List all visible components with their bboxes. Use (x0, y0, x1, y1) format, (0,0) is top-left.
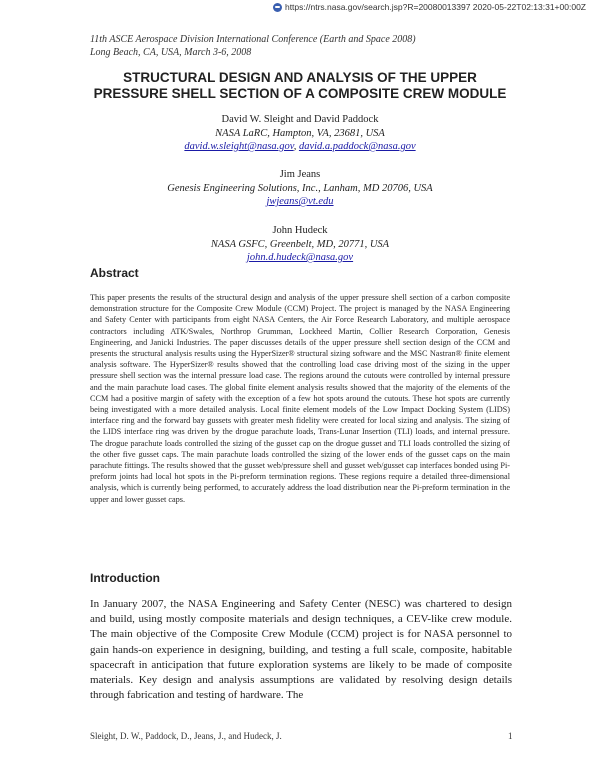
introduction-heading: Introduction (90, 571, 160, 585)
author-block-1: David W. Sleight and David Paddock NASA LaRC, Hampton, VA, 23681, USA david.w.sleight@nasa.gov, david.a.paddock@nasa.gov (60, 113, 540, 154)
conference-name: 11th ASCE Aerospace Division International Conference (Earth and Space 2008) (90, 34, 416, 45)
title-line-1: STRUCTURAL DESIGN AND ANALYSIS OF THE UPPER (123, 70, 477, 85)
page-number: 1 (508, 731, 513, 741)
author-block-2 (60, 168, 540, 209)
author-email-link[interactable]: john.d.hudeck@nasa.gov (246, 252, 354, 263)
repository-stamp (273, 2, 586, 12)
conference-header (90, 33, 416, 59)
title-line-2: PRESSURE SHELL SECTION OF A COMPOSITE CREW MODULE (93, 85, 507, 101)
abstract-heading: Abstract (90, 266, 139, 280)
repository-url[interactable]: https://ntrs.nasa.gov/search.jsp?R=20080013397 2020-05-22T02:13:31+00:00Z (284, 2, 586, 12)
author-email-link[interactable]: david.a.paddock@nasa.gov (298, 141, 416, 152)
footer-citation: Sleight, D. W., Paddock, D., Jeans, J., and Hudeck, J. (90, 731, 282, 741)
introduction-text: In January 2007, the NASA Engineering and Safety Center (NESC) was chartered to design and build, using mostly composite materials and design techniques, a CEV-like crew module. The main objective of the Composite Crew Module (CCM) project is for NASA personnel to gain hands-on experience in designing, building, and testing a full scale, composite, habitable spacecraft in anticipation that future exploration systems are likely to be made of composite materials. Key design and analysis assumptions are validated by resolving design details through fabrication and testing of hardware. The (90, 598, 512, 702)
ntrs-logo-icon (273, 3, 282, 12)
author-affiliation: NASA LaRC, Hampton, VA, 23681, USA (215, 127, 385, 139)
author-names: Jim Jeans (279, 169, 321, 180)
author-names: David W. Sleight and David Paddock (221, 114, 379, 125)
conference-location: Long Beach, CA, USA, March 3-6, 2008 (90, 47, 252, 58)
paper-title (60, 70, 540, 101)
abstract-text: This paper presents the results of the structural design and analysis of the upper pressure shell section of a carbon composite demonstration structure for the Composite Crew Module (CCM) Project. The project is managed by the NASA Engineering and Safety Center with participants from eight NASA Centers, the Air Force Research Laboratory, and multiple aerospace contractors including ATK/Swales, Northrop Grumman, Lockheed Martin, Collier Research Corporation, Genesis Engineering, and Janicki Industries. The paper discusses details of the upper pressure shell section design of the CCM and presents the structural analysis results using the HyperSizer® structural sizing software and the MSC Nastran® finite element analysis software. The HyperSizer® results showed that the controlling load case driving most of the sizing in the upper pressure shell section was the internal pressure load case. The regions around the cutouts were controlled by internal pressure and the main parachute load cases. The global finite element analysis results showed that the majority of the elements of the CCM had a positive margin of safety with the exception of a few hot spots around the cutouts. These hot spots are currently being investigated with a more detailed analysis. Local finite element models of the Low Impact Docking System (LIDS) interface ring and the forward bay gussets with greater mesh fidelity were created for local sizing and analysis. The sizing of the LIDS interface ring was driven by the drogue parachute loads, Trans-Lunar Insertion (TLI) loads, and internal pressure. The drogue parachute loads controlled the sizing of the gusset cap on the drogue gusset and TLI loads controlled the sizing of the other five gusset caps. The main parachute loads controlled the sizing of the lower ends of the gusset caps on the main parachute fittings. The results showed that the gusset web/pressure shell and gusset web/gusset cap interfaces bonded using Pi-preform joints had local hot spots in the Pi-preform termination regions. These regions require a detailed three-dimensional analysis, which is currently being performed, to accurately address the load distribution near the Pi-preform termination in the upper and lower gusset caps. (90, 293, 510, 504)
author-block-3 (60, 224, 540, 265)
author-email-link[interactable]: jwjeans@vt.edu (266, 196, 334, 207)
author-email-link[interactable]: david.w.sleight@nasa.gov (184, 141, 294, 152)
author-affiliation: NASA GSFC, Greenbelt, MD, 20771, USA (210, 238, 390, 250)
author-names: John Hudeck (272, 225, 328, 236)
author-affiliation: Genesis Engineering Solutions, Inc., Lanham, MD 20706, USA (167, 182, 433, 194)
